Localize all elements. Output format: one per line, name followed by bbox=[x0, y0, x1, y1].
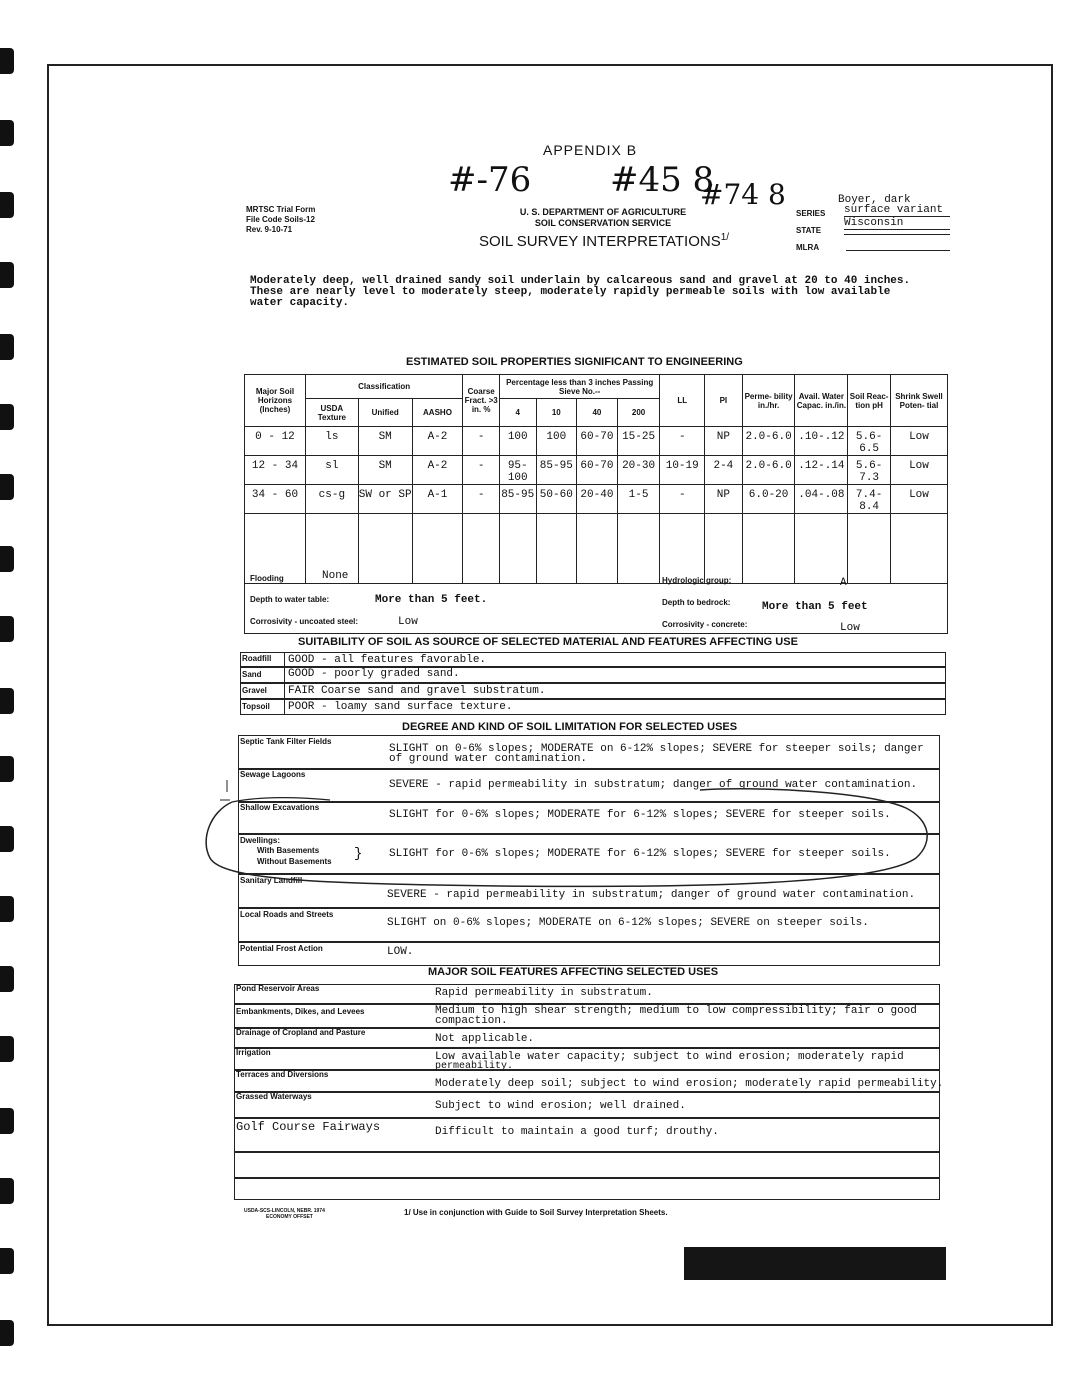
feature-label: Golf Course Fairways bbox=[236, 1120, 381, 1134]
mlra-underline bbox=[846, 250, 950, 251]
cell-shrink-swell: Low bbox=[890, 485, 947, 514]
document-title bbox=[479, 232, 729, 250]
description bbox=[250, 276, 910, 309]
feature-value: Low available water capacity; subject to wind erosion; moderately rapid bbox=[435, 1051, 904, 1063]
cell-sieve-10: 85-95 bbox=[536, 456, 577, 485]
suitability-value: FAIR Coarse sand and gravel substratum. bbox=[288, 685, 546, 697]
cell-sieve-4: 85-95 bbox=[499, 485, 536, 514]
cell-usda: cs-g bbox=[305, 485, 358, 514]
cell-permeability: 2.0-6.0 bbox=[742, 456, 795, 485]
corrosivity-steel-value: Low bbox=[398, 616, 418, 628]
agency-line2: SOIL CONSERVATION SERVICE bbox=[534, 218, 672, 228]
header-coarse-fraction: Coarse Fract. >3 in. % bbox=[463, 375, 500, 427]
handwritten-number-2: #45 8 bbox=[610, 160, 715, 200]
corrosivity-concrete-value: Low bbox=[840, 622, 860, 634]
properties-title: ESTIMATED SOIL PROPERTIES SIGNIFICANT TO ENGINEERING bbox=[406, 356, 743, 368]
description-line3: water capacity. bbox=[250, 297, 350, 309]
cell-permeability: 6.0-20 bbox=[742, 485, 795, 514]
cell-ph: 5.6-6.5 bbox=[848, 427, 891, 456]
header-horizon: Major Soil Horizons (Inches) bbox=[245, 375, 306, 427]
feature-value: Moderately deep soil; subject to wind erosion; moderately rapid permeability. bbox=[435, 1078, 944, 1090]
cell-sieve-40: 60-70 bbox=[577, 427, 618, 456]
printer-line1: USDA-SCS-LINCOLN, NEBR. 1974 bbox=[244, 1208, 325, 1214]
cell-sieve-10: 50-60 bbox=[536, 485, 577, 514]
header-classification: Classification bbox=[305, 375, 462, 399]
corrosivity-steel-label: Corrosivity - uncoated steel: bbox=[250, 617, 359, 626]
major-features-title: MAJOR SOIL FEATURES AFFECTING SELECTED USES bbox=[428, 966, 719, 978]
cell-horizon: 34 - 60 bbox=[245, 485, 306, 514]
suitability-label: Sand bbox=[242, 670, 262, 679]
header-usda: USDA Texture bbox=[305, 399, 358, 427]
limitation-sublabel: Without Basements bbox=[257, 857, 332, 866]
feature-label: Irrigation bbox=[236, 1048, 271, 1057]
printer-imprint bbox=[244, 1208, 325, 1220]
suitability-value: GOOD - poorly graded sand. bbox=[288, 668, 460, 680]
cell-ph: 7.4-8.4 bbox=[848, 485, 891, 514]
properties-table bbox=[244, 374, 948, 584]
cell-sieve-200: 1-5 bbox=[617, 485, 660, 514]
table-row bbox=[245, 427, 948, 456]
flooding-label: Flooding bbox=[250, 574, 284, 583]
feature-value-cont: compaction. bbox=[435, 1015, 508, 1027]
appendix-label: APPENDIX B bbox=[543, 142, 638, 158]
limitation-value: LOW. bbox=[387, 946, 414, 958]
suitability-label: Topsoil bbox=[242, 702, 270, 711]
cell-water-capacity: .04-.08 bbox=[795, 485, 848, 514]
cell-water-capacity: .10-.12 bbox=[795, 427, 848, 456]
limitation-row bbox=[238, 942, 940, 966]
suitability-value: GOOD - all features favorable. bbox=[288, 654, 487, 666]
header-aasho: AASHO bbox=[412, 399, 463, 427]
hydrologic-group-value: A bbox=[840, 577, 847, 589]
cell-horizon: 0 - 12 bbox=[245, 427, 306, 456]
description-line2: These are nearly level to moderately steep, moderately rapidly permeable soils with low available bbox=[250, 286, 891, 298]
feature-row-empty bbox=[234, 1178, 940, 1200]
suitability-value: POOR - loamy sand surface texture. bbox=[288, 701, 513, 713]
cell-pi: 2-4 bbox=[705, 456, 743, 485]
series-value-2: surface variant bbox=[844, 204, 950, 217]
table-row bbox=[245, 485, 948, 514]
cell-coarse: - bbox=[463, 427, 500, 456]
limitation-value-cont: of ground water contamination. bbox=[389, 753, 588, 765]
printer-line2: ECONOMY OFFSET bbox=[266, 1214, 313, 1220]
cell-shrink-swell: Low bbox=[890, 427, 947, 456]
water-table-label: Depth to water table: bbox=[250, 595, 330, 604]
cell-usda: ls bbox=[305, 427, 358, 456]
suitability-label: Gravel bbox=[242, 686, 267, 695]
header-sieve-200: 200 bbox=[617, 399, 660, 427]
form-info-line1: MRTSC Trial Form bbox=[246, 205, 316, 214]
hydrologic-group-label: Hydrologic group: bbox=[662, 576, 732, 585]
table-row bbox=[245, 456, 948, 485]
header-ll: LL bbox=[660, 375, 705, 427]
state-value: Wisconsin bbox=[844, 217, 950, 230]
feature-value: Difficult to maintain a good turf; drouthy. bbox=[435, 1126, 719, 1138]
document-title-text: SOIL SURVEY INTERPRETATIONS bbox=[479, 233, 721, 250]
header-sieve-4: 4 bbox=[499, 399, 536, 427]
document-title-footnote-mark: 1/ bbox=[720, 232, 730, 243]
cell-ll: - bbox=[660, 485, 705, 514]
corrosivity-concrete-label: Corrosivity - concrete: bbox=[662, 620, 748, 629]
series-label: SERIES bbox=[796, 209, 826, 218]
feature-value: Not applicable. bbox=[435, 1033, 535, 1045]
cell-pi: NP bbox=[705, 427, 743, 456]
header-unified: Unified bbox=[358, 399, 412, 427]
cell-sieve-4: 100 bbox=[499, 427, 536, 456]
cell-sieve-200: 20-30 bbox=[617, 456, 660, 485]
dwellings-brace: } bbox=[354, 846, 363, 862]
cell-sieve-40: 60-70 bbox=[577, 456, 618, 485]
feature-value: Rapid permeability in substratum. bbox=[435, 987, 653, 999]
header-permeability: Perme- bility in./hr. bbox=[742, 375, 795, 427]
feature-value-cont: permeability. bbox=[435, 1061, 514, 1072]
state-label: STATE bbox=[796, 226, 822, 235]
limitations-title: DEGREE AND KIND OF SOIL LIMITATION FOR SELECTED USES bbox=[402, 721, 738, 733]
flooding-value: None bbox=[322, 570, 349, 582]
feature-label: Pond Reservoir Areas bbox=[236, 984, 320, 993]
state-underline bbox=[844, 234, 950, 235]
cell-shrink-swell: Low bbox=[890, 456, 947, 485]
limitation-label: Sewage Lagoons bbox=[240, 770, 306, 779]
suitability-label: Roadfill bbox=[242, 654, 272, 663]
cell-ll: - bbox=[660, 427, 705, 456]
header-ph: Soil Reac- tion pH bbox=[848, 375, 891, 427]
limitation-value: SEVERE - rapid permeability in substratum; danger of ground water contamination. bbox=[389, 779, 918, 791]
limitation-value: SLIGHT for 0-6% slopes; MODERATE for 6-12% slopes; SEVERE for steeper soils. bbox=[389, 809, 891, 821]
cell-coarse: - bbox=[463, 456, 500, 485]
cell-sieve-200: 15-25 bbox=[617, 427, 660, 456]
mlra-label: MLRA bbox=[796, 243, 820, 252]
limitation-label: Shallow Excavations bbox=[240, 803, 320, 812]
limitation-label: Dwellings: bbox=[240, 836, 281, 845]
header-water-capacity: Avail. Water Capac. in./in. bbox=[795, 375, 848, 427]
handwritten-number-1: #-76 bbox=[448, 160, 532, 200]
limitation-value: SLIGHT for 0-6% slopes; MODERATE for 6-12% slopes; SEVERE for steeper soils. bbox=[389, 848, 891, 860]
properties-body bbox=[245, 427, 948, 584]
feature-label: Embankments, Dikes, and Levees bbox=[236, 1007, 365, 1016]
limitation-label: Sanitary Landfill bbox=[240, 876, 303, 885]
description-line1: Moderately deep, well drained sandy soil underlain by calcareous sand and gravel at 20 to 40 inches. bbox=[250, 275, 911, 287]
agency-block bbox=[480, 207, 726, 229]
header-sieve-10: 10 bbox=[536, 399, 577, 427]
header-sieve: Percentage less than 3 inches Passing Sieve No.-- bbox=[499, 375, 659, 399]
limitation-value: SLIGHT on 0-6% slopes; MODERATE on 6-12% slopes; SEVERE for steeper soils; danger bbox=[389, 743, 924, 755]
cell-unified: SM bbox=[358, 456, 412, 485]
limitation-value: SEVERE - rapid permeability in substratum; danger of ground water contamination. bbox=[387, 889, 916, 901]
feature-row-empty bbox=[234, 1152, 940, 1178]
cell-horizon: 12 - 34 bbox=[245, 456, 306, 485]
series-value-1: Boyer, dark bbox=[838, 194, 911, 206]
bedrock-label: Depth to bedrock: bbox=[662, 598, 731, 607]
feature-value: Subject to wind erosion; well drained. bbox=[435, 1100, 686, 1112]
feature-value: Medium to high shear strength; medium to low compressibility; fair o good bbox=[435, 1005, 917, 1017]
agency-line1: U. S. DEPARTMENT OF AGRICULTURE bbox=[519, 207, 687, 217]
cell-sieve-4: 95-100 bbox=[499, 456, 536, 485]
footnote: 1/ Use in conjunction with Guide to Soil Survey Interpretation Sheets. bbox=[404, 1208, 668, 1217]
cell-unified: SM bbox=[358, 427, 412, 456]
form-info bbox=[246, 205, 315, 235]
cell-usda: sl bbox=[305, 456, 358, 485]
limitation-label: Potential Frost Action bbox=[240, 944, 323, 953]
cell-coarse: - bbox=[463, 485, 500, 514]
cell-aasho: A-2 bbox=[412, 427, 463, 456]
feature-label: Terraces and Diversions bbox=[236, 1070, 329, 1079]
limitation-label: Local Roads and Streets bbox=[240, 910, 334, 919]
limitation-label: Septic Tank Filter Fields bbox=[240, 737, 332, 746]
suitability-divider bbox=[284, 652, 285, 715]
feature-label: Grassed Waterways bbox=[236, 1092, 312, 1101]
cell-aasho: A-1 bbox=[412, 485, 463, 514]
water-table-value: More than 5 feet. bbox=[375, 594, 488, 606]
cell-unified: SW or SP bbox=[358, 485, 412, 514]
redaction-block bbox=[684, 1247, 946, 1280]
form-info-line3: Rev. 9-10-71 bbox=[246, 225, 293, 234]
feature-label: Drainage of Cropland and Pasture bbox=[236, 1028, 366, 1037]
suitability-title: SUITABILITY OF SOIL AS SOURCE OF SELECTED MATERIAL AND FEATURES AFFECTING USE bbox=[298, 636, 798, 648]
cell-sieve-40: 20-40 bbox=[577, 485, 618, 514]
cell-permeability: 2.0-6.0 bbox=[742, 427, 795, 456]
form-info-line2: File Code Soils-12 bbox=[246, 215, 315, 224]
cell-ll: 10-19 bbox=[660, 456, 705, 485]
header-sieve-40: 40 bbox=[577, 399, 618, 427]
limitation-sublabel: With Basements bbox=[257, 846, 320, 855]
handwritten-number-3: #74 8 bbox=[700, 178, 786, 211]
cell-sieve-10: 100 bbox=[536, 427, 577, 456]
cell-water-capacity: .12-.14 bbox=[795, 456, 848, 485]
cell-aasho: A-2 bbox=[412, 456, 463, 485]
limitation-value: SLIGHT on 0-6% slopes; MODERATE on 6-12% slopes; SEVERE on steeper soils. bbox=[387, 917, 869, 929]
bedrock-value: More than 5 feet bbox=[762, 601, 868, 613]
cell-pi: NP bbox=[705, 485, 743, 514]
cell-ph: 5.6-7.3 bbox=[848, 456, 891, 485]
header-shrink-swell: Shrink Swell Poten- tial bbox=[890, 375, 947, 427]
table-row-empty bbox=[245, 514, 948, 584]
header-pi: PI bbox=[705, 375, 743, 427]
